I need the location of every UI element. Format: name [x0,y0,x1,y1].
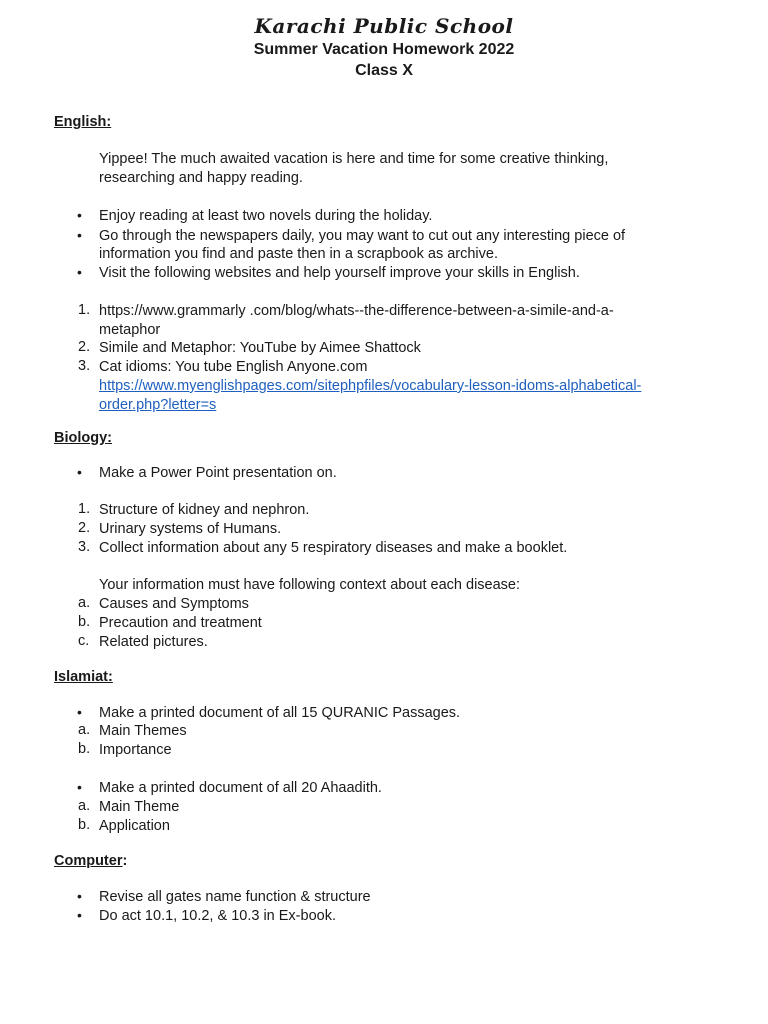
english-link-1-cont: metaphor [99,322,161,338]
islamiat-bullet-2: Make a printed document of all 20 Ahaadith. [99,780,382,796]
list-letter: a. [78,595,91,611]
islamiat-sub-b2: Application [99,818,170,834]
bullet-icon: • [77,207,82,223]
islamiat-sub-a1: Main Themes [99,723,187,739]
islamiat-bullet-1: Make a printed document of all 15 QURANIC Passages. [99,705,461,721]
biology-item-1: Structure of kidney and nephron. [99,502,310,518]
biology-sub-c: Related pictures. [99,634,208,650]
english-bullet-3: Visit the following websites and help yourself improve your skills in English. [99,265,580,281]
computer-heading: Computer [54,853,123,869]
islamiat-heading: Islamiat: [54,669,113,685]
list-letter: b. [78,741,91,757]
document-title: Summer Vacation Homework 2022 [253,41,515,58]
list-letter: c. [78,633,90,649]
idioms-link[interactable]: https://www.myenglishpages.com/sitephpfiles/vocabulary-lesson-idoms-alphabetical- [99,378,642,394]
english-bullet-2: Go through the newspapers daily, you may want to cut out any interesting piece of [99,228,626,244]
biology-sub-a: Causes and Symptoms [99,596,249,612]
list-number: 2. [78,520,91,536]
english-bullet-1: Enjoy reading at least two novels during the holiday. [99,208,433,224]
list-letter: a. [78,798,91,814]
biology-sub-b: Precaution and treatment [99,615,262,631]
list-number: 2. [78,339,91,355]
english-item-2: Simile and Metaphor: YouTube by Aimee Shattock [99,340,421,356]
biology-context: Your information must have following context about each disease: [99,577,521,593]
english-heading: English: [54,114,112,130]
class-label: Class X [355,62,413,79]
computer-bullet-2: Do act 10.1, 10.2, & 10.3 in Ex-book. [99,908,336,924]
bullet-icon: • [77,779,82,795]
list-number: 1. [78,302,91,318]
list-letter: a. [78,722,91,738]
computer-bullet-1: Revise all gates name function & structure [99,889,371,905]
bullet-icon: • [77,704,82,720]
bullet-icon: • [77,888,82,904]
english-intro-line2: researching and happy reading. [99,170,303,186]
list-letter: b. [78,817,91,833]
english-intro-line1: Yippee! The much awaited vacation is here and time for some creative thinking, [99,151,609,167]
bullet-icon: • [77,907,82,923]
computer-heading-wrap [54,853,127,869]
list-number: 1. [78,501,91,517]
islamiat-sub-b1: Importance [99,742,172,758]
biology-item-3: Collect information about any 5 respiratory diseases and make a booklet. [99,540,568,556]
computer-heading-colon: : [122,853,128,869]
biology-item-2: Urinary systems of Humans. [99,521,282,537]
english-item-3: Cat idioms: You tube English Anyone.com [99,359,368,375]
bullet-icon: • [77,227,82,243]
idioms-link-cont[interactable]: order.php?letter=s [99,397,217,413]
bullet-icon: • [77,264,82,280]
list-number: 3. [78,539,91,555]
islamiat-sub-a2: Main Theme [99,799,180,815]
biology-heading: Biology: [54,430,112,446]
bullet-icon: • [77,464,82,480]
school-name: Karachi Public School [254,14,514,38]
list-number: 3. [78,358,91,374]
english-link-1: https://www.grammarly .com/blog/whats--the-difference-between-a-simile-and-a- [99,303,614,319]
biology-bullet: Make a Power Point presentation on. [99,465,337,481]
english-bullet-2-cont: information you find and paste then in a scrapbook as archive. [99,246,498,262]
list-letter: b. [78,614,91,630]
